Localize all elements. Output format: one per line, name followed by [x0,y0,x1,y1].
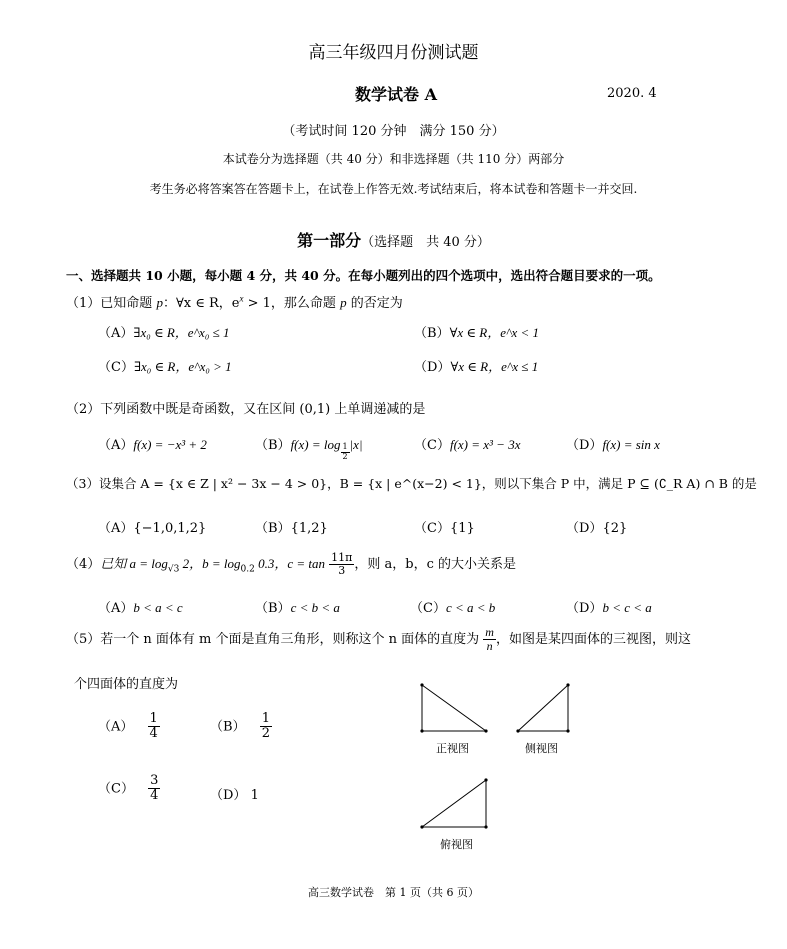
top-view-figure [418,776,490,832]
question-1-stem: （1）已知命题 p：∀x ∈ R，$e^x > 1$，那么命题 p 的否定为 [66,293,403,311]
question-5-option-d[interactable]: （D） 1 [210,788,259,803]
front-view-figure [416,680,492,736]
part1-heading-row [0,228,787,251]
question-1-option-d[interactable]: （D）∀x ∈ R，e^x ≤ 1 [414,359,539,375]
question-2-option-d[interactable]: （D）f(x) = sin x [566,437,660,453]
question-5-option-b[interactable]: （B） $\frac{1}{2}$ [210,711,270,742]
paper-note-2: 考生务必将答案答在答题卡上，在试卷上作答无效.考试结束后，将本试卷和答题卡一并交回. [149,182,638,196]
log-base-fraction: $\frac{1}{2}$ [342,442,348,461]
side-view-caption: 侧视图 [525,742,558,755]
question-3-option-b[interactable]: （B）{1,2} [255,521,328,536]
straightness-fraction: $\frac{m}{n}$ [485,625,494,654]
part1-heading-sub: （选择题 共 40 分） [361,235,490,250]
top-view-caption: 俯视图 [440,838,473,851]
exam-date: 2020. 4 [607,86,657,101]
side-view-figure [514,680,574,736]
question-3-option-a[interactable]: （A）{−1,0,1,2} [98,521,207,536]
question-4-option-d[interactable]: （D）b < c < a [566,600,652,616]
front-view-caption: 正视图 [436,742,469,755]
question-4-stem: （4）已知 $a = \log_{√3} 2$，$b = \log_{0.2} 0.3$，c = tan $\frac{11\pi}{3}$ ，则 a，b，c 的大小关系是 [66,551,517,578]
exam-title: 高三年级四月份测试题 [308,43,479,63]
question-1-option-a[interactable]: （A）∃x₀ ∈ R，e^x₀ ≤ 1 [98,325,230,341]
exam-info: （考试时间 120 分钟 满分 150 分） [282,124,505,139]
question-2-option-a[interactable]: （A）f(x) = −x³ + 2 [98,437,207,453]
paper-title: 数学试卷 A [355,85,437,104]
question-1-option-b[interactable]: （B）∀x ∈ R，e^x < 1 [414,325,540,341]
part1-heading: 第一部分 [297,231,362,250]
question-5-option-a[interactable]: （A） $\frac{1}{4}$ [98,711,158,742]
question-5-stem: （5）若一个 n 面体有 m 个面是直角三角形，则称这个 n 面体的直度为 $\frac{m}{n}$ ，如图是某四面体的三视图，则这 [66,625,691,654]
part1-instruction: 一、选择题共 10 小题，每小题 4 分，共 40 分。在每小题列出的四个选项中，选出符合题目要求的一项。 [66,268,661,283]
question-2-option-b[interactable]: （B）f(x) = log $\frac{1}{2}$ |x| [255,437,363,461]
page-footer: 高三数学试卷 第 1 页（共 6 页） [308,886,479,899]
question-4-option-b[interactable]: （B）c < b < a [255,600,340,616]
question-4-option-c[interactable]: （C）c < a < b [410,600,496,616]
question-1-option-c[interactable]: （C）∃x₀ ∈ R，e^x₀ > 1 [98,359,232,375]
question-2-option-c[interactable]: （C）f(x) = x³ − 3x [414,437,521,453]
question-3-option-c[interactable]: （C）{1} [414,521,475,536]
question-5-option-c[interactable]: （C） $\frac{3}{4}$ [98,773,159,804]
question-3-option-d[interactable]: （D）{2} [566,521,628,536]
question-2-stem: （2）下列函数中既是奇函数，又在区间 (0,1) 上单调递减的是 [66,402,426,417]
question-5-stem-continued: 个四面体的直度为 [74,677,179,692]
question-4-option-a[interactable]: （A）b < a < c [98,600,183,616]
tan-fraction: $\frac{11\pi}{3}$ [331,551,353,578]
question-3-stem: （3）设集合 A = {x ∈ Z | x² − 3x − 4 > 0}，B = {x | e^(x−2) < 1}，则以下集合 P 中，满足 P ⊆ (∁_R A) ∩ B 的是 [66,476,757,491]
paper-note-1: 本试卷分为选择题（共 40 分）和非选择题（共 110 分）两部分 [222,152,565,166]
